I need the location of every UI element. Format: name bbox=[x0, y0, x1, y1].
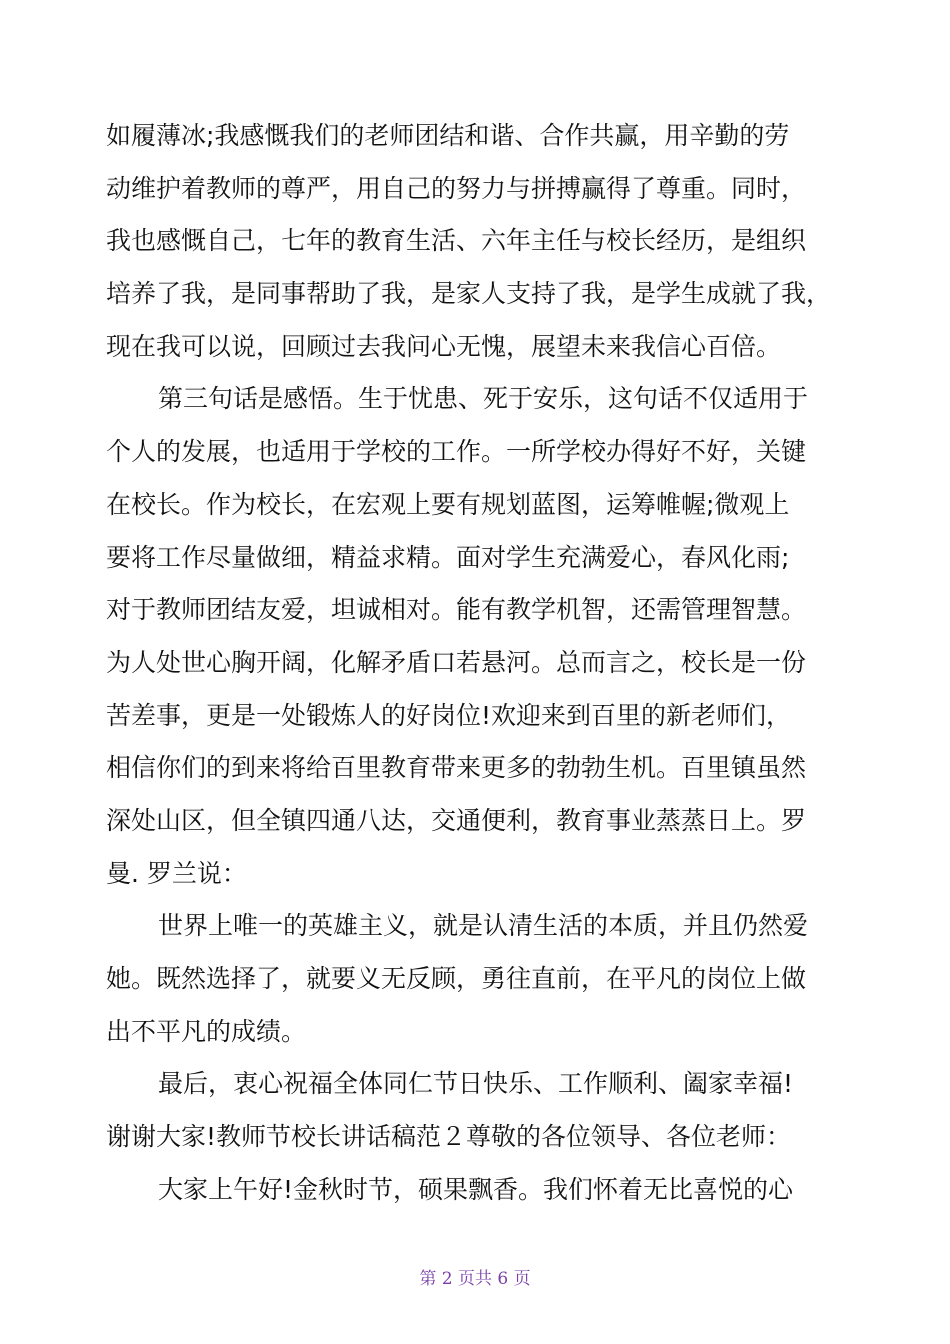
text-line: 世界上唯一的英雄主义，就是认清生活的本质，并且仍然爱 bbox=[158, 911, 809, 941]
text-line: 动维护着教师的尊严，用自己的努力与拼搏赢得了尊重。同时， bbox=[106, 173, 807, 203]
text-line: 谢谢大家!教师节校长讲话稿范２尊敬的各位领导、各位老师： bbox=[106, 1122, 792, 1152]
text-line: 苦差事，更是一处锻炼人的好岗位!欢迎来到百里的新老师们， bbox=[106, 700, 792, 730]
body-text bbox=[106, 110, 850, 1216]
text-line: 大家上午好!金秋时节，硕果飘香。我们怀着无比喜悦的心 bbox=[158, 1174, 794, 1204]
page-footer: 第 2 页共 6 页 bbox=[419, 1269, 531, 1289]
text-line: 对于教师团结友爱，坦诚相对。能有教学机智，还需管理智慧。 bbox=[106, 595, 807, 625]
text-line: 个人的发展，也适用于学校的工作。一所学校办得好不好，关键 bbox=[106, 437, 807, 467]
text-line: 我也感慨自己，七年的教育生活、六年主任与校长经历，是组织 bbox=[106, 226, 807, 256]
text-line: 为人处世心胸开阔，化解矛盾口若悬河。总而言之，校长是一份 bbox=[106, 647, 807, 677]
text-line: 曼. 罗兰说： bbox=[106, 858, 247, 888]
text-line: 相信你们的到来将给百里教育带来更多的勃勃生机。百里镇虽然 bbox=[106, 753, 807, 783]
text-line: 如履薄冰;我感慨我们的老师团结和谐、合作共赢，用辛勤的劳 bbox=[106, 121, 790, 150]
text-line: 她。既然选择了，就要义无反顾，勇往直前，在平凡的岗位上做 bbox=[106, 964, 807, 993]
text-line: 在校长。作为校长，在宏观上要有规划蓝图，运筹帷幄;微观上 bbox=[106, 489, 790, 519]
text-line: 现在我可以说，回顾过去我问心无愧，展望未来我信心百倍。 bbox=[106, 331, 782, 361]
text-line: 第三句话是感悟。生于忧患、死于安乐，这句话不仅适用于 bbox=[158, 384, 809, 414]
text-line: 最后，衷心祝福全体同仁节日快乐、工作顺利、阖家幸福! bbox=[158, 1069, 794, 1099]
text-line: 深处山区，但全镇四通八达，交通便利，教育事业蒸蒸日上。罗 bbox=[106, 805, 807, 835]
text-line: 培养了我，是同事帮助了我，是家人支持了我，是学生成就了我， bbox=[106, 279, 832, 309]
text-line: 出不平凡的成绩。 bbox=[106, 1016, 307, 1046]
text-line: 要将工作尽量做细，精益求精。面对学生充满爱心，春风化雨; bbox=[106, 542, 790, 572]
